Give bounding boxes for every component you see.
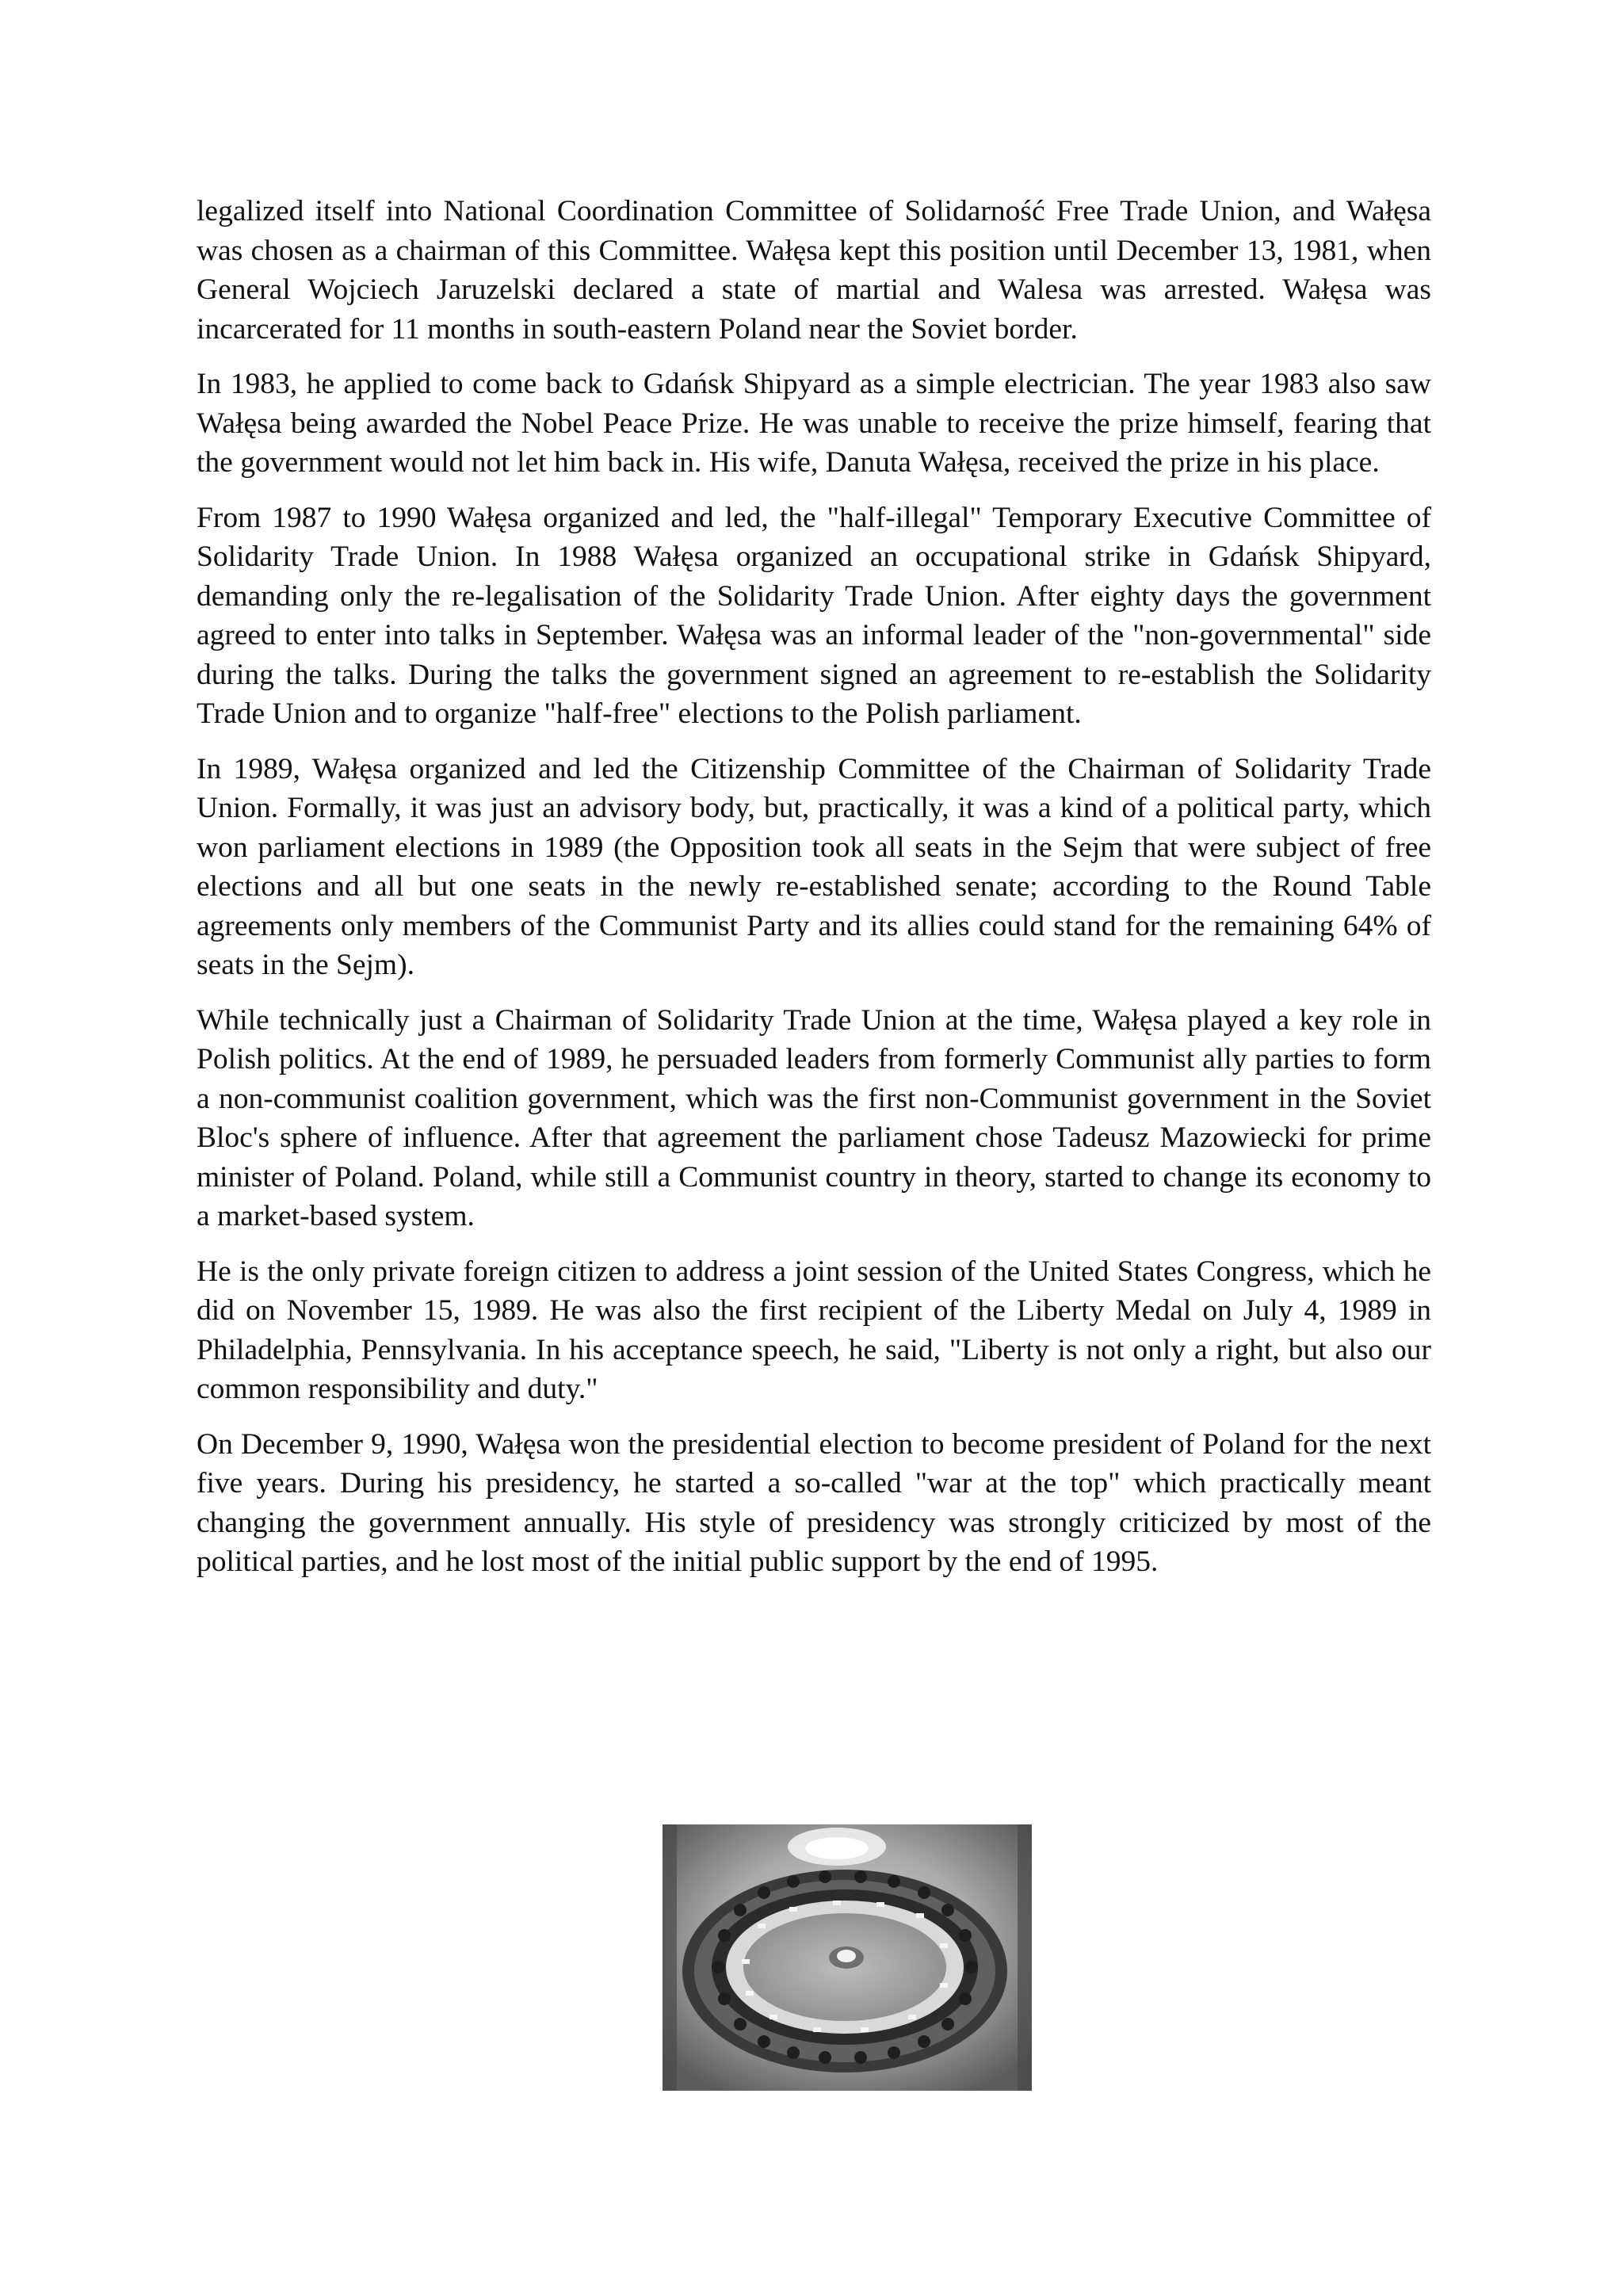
paragraph-solidarnosc-committee: legalized itself into National Coordination Committee of Solidarność Free Trade Union, and Wałęsa was chosen as a chairman of this Committee. Wałęsa kept this position until December 13, 1981, when General Wojciech Jaruzelski declared a state of martial and Walesa was arrested. Wałęsa was incarcerated for 11 months in south-eastern Poland near the Soviet border. bbox=[197, 195, 1431, 346]
paragraph-presidential-election: On December 9, 1990, Wałęsa won the presidential election to become president of Poland for the next five years. During his presidency, he started a so-called "war at the top" which practically meant changing the government annually. His style of presidency was strongly criticized by most of the political parties, and he lost most of the initial public support by the end of 1995. bbox=[197, 1427, 1431, 1578]
paragraph-polish-politics: While technically just a Chairman of Solidarity Trade Union at the time, Wałęsa played a key role in Polish politics. At the end of 1989, he persuaded leaders from formerly Communist ally parties to form a non-communist coalition government, which was the first non-Communist government in the Soviet Bloc's sphere of influence. After that agreement the parliament chose Tadeusz Mazowiecki for prime minister of Poland. Poland, while still a Communist country in theory, started to change its economy to a market-based system. bbox=[197, 1003, 1431, 1232]
paragraph-temporary-committee: From 1987 to 1990 Wałęsa organized and led, the "half-illegal" Temporary Executive Committee of Solidarity Trade Union. In 1988 Wałęsa organized an occupational strike in Gdańsk Shipyard, demanding only the re-legalisation of the Solidarity Trade Union. After eighty days the government agreed to enter into talks in September. Wałęsa was an informal leader of the "non-governmental" side during the talks. During the talks the government signed an agreement to re-establish the Solidarity Trade Union and to organize "half-free" elections to the Polish parliament. bbox=[197, 501, 1431, 730]
document-body bbox=[197, 192, 1431, 1598]
paragraph-nobel-prize: In 1983, he applied to come back to Gdańsk Shipyard as a simple electrician. The year 1983 also saw Wałęsa being awarded the Nobel Peace Prize. He was unable to receive the prize himself, fearing that the government would not let him back in. His wife, Danuta Wałęsa, received the prize in his place. bbox=[197, 368, 1431, 479]
paragraph-citizenship-committee: In 1989, Wałęsa organized and led the Citizenship Committee of the Chairman of Solidarity Trade Union. Formally, it was just an advisory body, but, practically, it was a kind of a political party, which won parliament elections in 1989 (the Opposition took all seats in the Sejm that were subject of free elections and all but one seats in the newly re-established senate; according to the Round Table agreements only members of the Communist Party and its allies could stand for the remaining 64% of seats in the Sejm). bbox=[197, 752, 1431, 981]
round-table-photo bbox=[663, 1824, 1032, 2091]
round-table-photo-icon bbox=[663, 1824, 1032, 2091]
paragraph-us-congress: He is the only private foreign citizen to address a joint session of the United States Congress, which he did on November 15, 1989. He was also the first recipient of the Liberty Medal on July 4, 1989 in Philadelphia, Pennsylvania. In his acceptance speech, he said, "Liberty is not only a right, but also our common responsibility and duty." bbox=[197, 1255, 1431, 1405]
